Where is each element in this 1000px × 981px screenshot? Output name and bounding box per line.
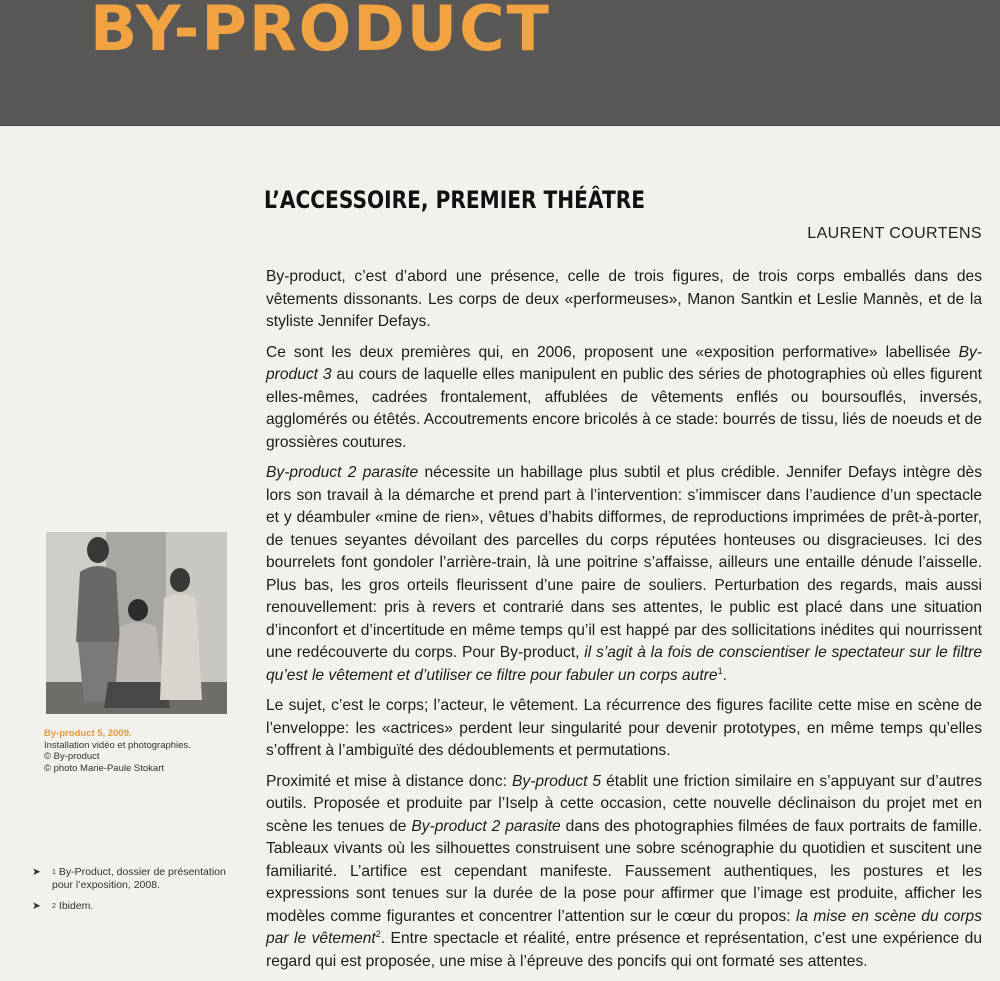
arrow-icon: ➤ xyxy=(32,900,41,912)
caption-line: Installation vidéo et photographies. xyxy=(44,739,191,751)
italic-segment: la mise en scène du corps par le vêtement xyxy=(266,907,983,947)
footnote-text: Ibidem. xyxy=(58,900,94,912)
text-segment: By-product, c’est d’abord une présence, celle de trois figures, de trois corps emballés dans des vêtements dissonants. Les corps de deux «performeuses», Manon Santkin et Leslie Mannès, et de la styliste Jennifer Defays. xyxy=(266,268,982,330)
footnote-text: By-Product, dossier de présentation pour l’exposition, 2008. xyxy=(52,866,226,891)
article-title: L’ACCESSOIRE, PREMIER THÉÂTRE xyxy=(264,186,646,214)
italic-segment: il s’agit à la fois de conscientiser le spectateur sur le filtre qu’est le vêtement et d’utiliser ce filtre pour fabuler un corps autre xyxy=(266,644,983,684)
caption-line: © By-product xyxy=(44,751,100,762)
paragraph: By-product 2 parasite nécessite un habillage plus subtil et plus crédible. Jennifer Defays intègre dès lors son travail à la démarche et prend part à l’intervention: s’immiscer dans l’audience d’un spectacle et y déambuler «mine de rien», vêtues d’habits difformes, de reproductions imprimées de prêt-à-porter, de tenues seyantes dévoilant des parcelles du corps réputées honteuses ou disgracieuses. Ici des bourrelets font gondoler l’arrière-train, là une poitrine s’affaisse, ailleurs une entaille dénude l’aisselle. Plus bas, les gros orteils fleurissent d’une paire de souliers. Perturbation des regards, mais aussi renouvellement: pris à revers et contrarié dans ses attentes, le public est placé dans une situation d’inconfort et d’incertitude en même temps qu’il est happé par des sollicitations inédites qui nourrissent une redécouverte du corps. Pour By-product, il s’agit à la fois de conscientiser le spectateur sur le filtre qu’est le vêtement et d’utiliser ce filtre pour fabuler un corps autre$^1$. xyxy=(266,464,983,684)
photo-image xyxy=(46,532,227,714)
italic-segment: By-product 2 parasite xyxy=(411,817,561,835)
caption-title: By-product 5, 2009. xyxy=(44,728,132,739)
paragraph xyxy=(266,266,982,334)
arrow-icon: ➤ xyxy=(32,866,41,878)
text-segment: dans des photographies filmées de faux portraits de famille. Tableaux vivants où les silhouettes construisent une sobre scénographie du quotidien et suscitent une familiarité. L’artifice est cependant manifeste. Faussement authentiques, les postures et les expressions sont tenues sur la durée de la pose pour affirmer que l’image est produite, afficher les modèles comme figurantes et concentrer l’attention sur le cœur du propos: xyxy=(266,817,982,925)
footnote-body xyxy=(52,900,93,913)
paragraph xyxy=(266,342,982,455)
banner-title: BY-PRODUCT xyxy=(90,0,551,65)
photo-caption xyxy=(44,728,244,774)
footnote xyxy=(32,900,242,913)
text-segment: au cours de laquelle elles manipulent en public des séries de photographies où elles figurent elles-mêmes, cadrées frontalement, affublées de vêtements enflés ou boursouflés, inversés, agglomérés ou étêtés. Accoutrements encore bricolés à ce stade: bourrés de tissu, liés de noeuds et de grossières coutures. xyxy=(266,366,982,451)
footnote-body xyxy=(52,866,242,892)
photograph xyxy=(46,532,227,714)
caption-line: © photo Marie-Paule Stokart xyxy=(44,762,165,774)
text-segment: nécessite un habillage plus subtil et plus crédible. Jennifer Defays intègre dès lors son travail à la démarche et prend part à l’intervention: s’immiscer dans l’audience d’un spectacle et y déambuler «mine de rien», vêtues d’habits difformes, de reproductions imprimées de prêt-à-porter, de tenues seyantes dévoilant des parcelles du corps réputées honteuses ou disgracieuses. Ici des bourrelets font gondoler l’arrière-train, là une poitrine s’affaisse, ailleurs une entaille dénude l’aisselle. Plus bas, les gros orteils fleurissent d’une paire de souliers. Perturbation des regards, mais aussi renouvellement: pris à revers et contrarié dans ses attentes, le public est placé dans une situation d’inconfort et d’incertitude en même temps qu’il est happé par des sollicitations inédites qui nourrissent une redécouverte du corps. Pour By-product, xyxy=(266,464,982,661)
italic-segment: By-product 2 parasite xyxy=(266,464,419,481)
article-body xyxy=(266,266,982,981)
footnote xyxy=(32,866,242,892)
header-banner xyxy=(0,0,1000,126)
footnotes xyxy=(32,866,242,921)
footnote-ref: 1 xyxy=(717,665,723,676)
text-segment: Le sujet, c’est le corps; l’acteur, le vêtement. La récurrence des figures facilite cette mise en scène de l’enveloppe: les «actrices» perdent leur singularité pour devenir prototypes, en même temps qu’elles s’offrent à l’ambiguïté des dédoublements et permutations. xyxy=(266,697,982,759)
text-segment: . Entre spectacle et réalité, entre présence et représentation, c’est une expérience du regard qui est proposée, une mise à l’épreuve des poncifs qui ont formaté ses attentes. xyxy=(266,930,983,970)
text-segment: Ce sont les deux premières qui, en 2006, proposent une «exposition performative» labellisée xyxy=(266,343,959,361)
italic-segment: By-product 5 xyxy=(512,772,602,790)
footnote-ref: 2 xyxy=(375,928,381,939)
article-author: LAURENT COURTENS xyxy=(807,225,982,242)
text-segment: Proximité et mise à distance donc: xyxy=(266,772,512,790)
paragraph xyxy=(266,771,982,974)
paragraph xyxy=(266,695,982,763)
text-segment: établit une friction similaire en s’appuyant sur d’autres outils. Proposée et produite par l’Iselp à cette occasion, cette nouvelle déclinaison du projet met en scène les tenues de xyxy=(266,772,982,835)
italic-segment: By-product 3 xyxy=(266,343,982,383)
footnote-number: 1 xyxy=(52,869,56,876)
footnote-number: 2 xyxy=(52,903,56,910)
